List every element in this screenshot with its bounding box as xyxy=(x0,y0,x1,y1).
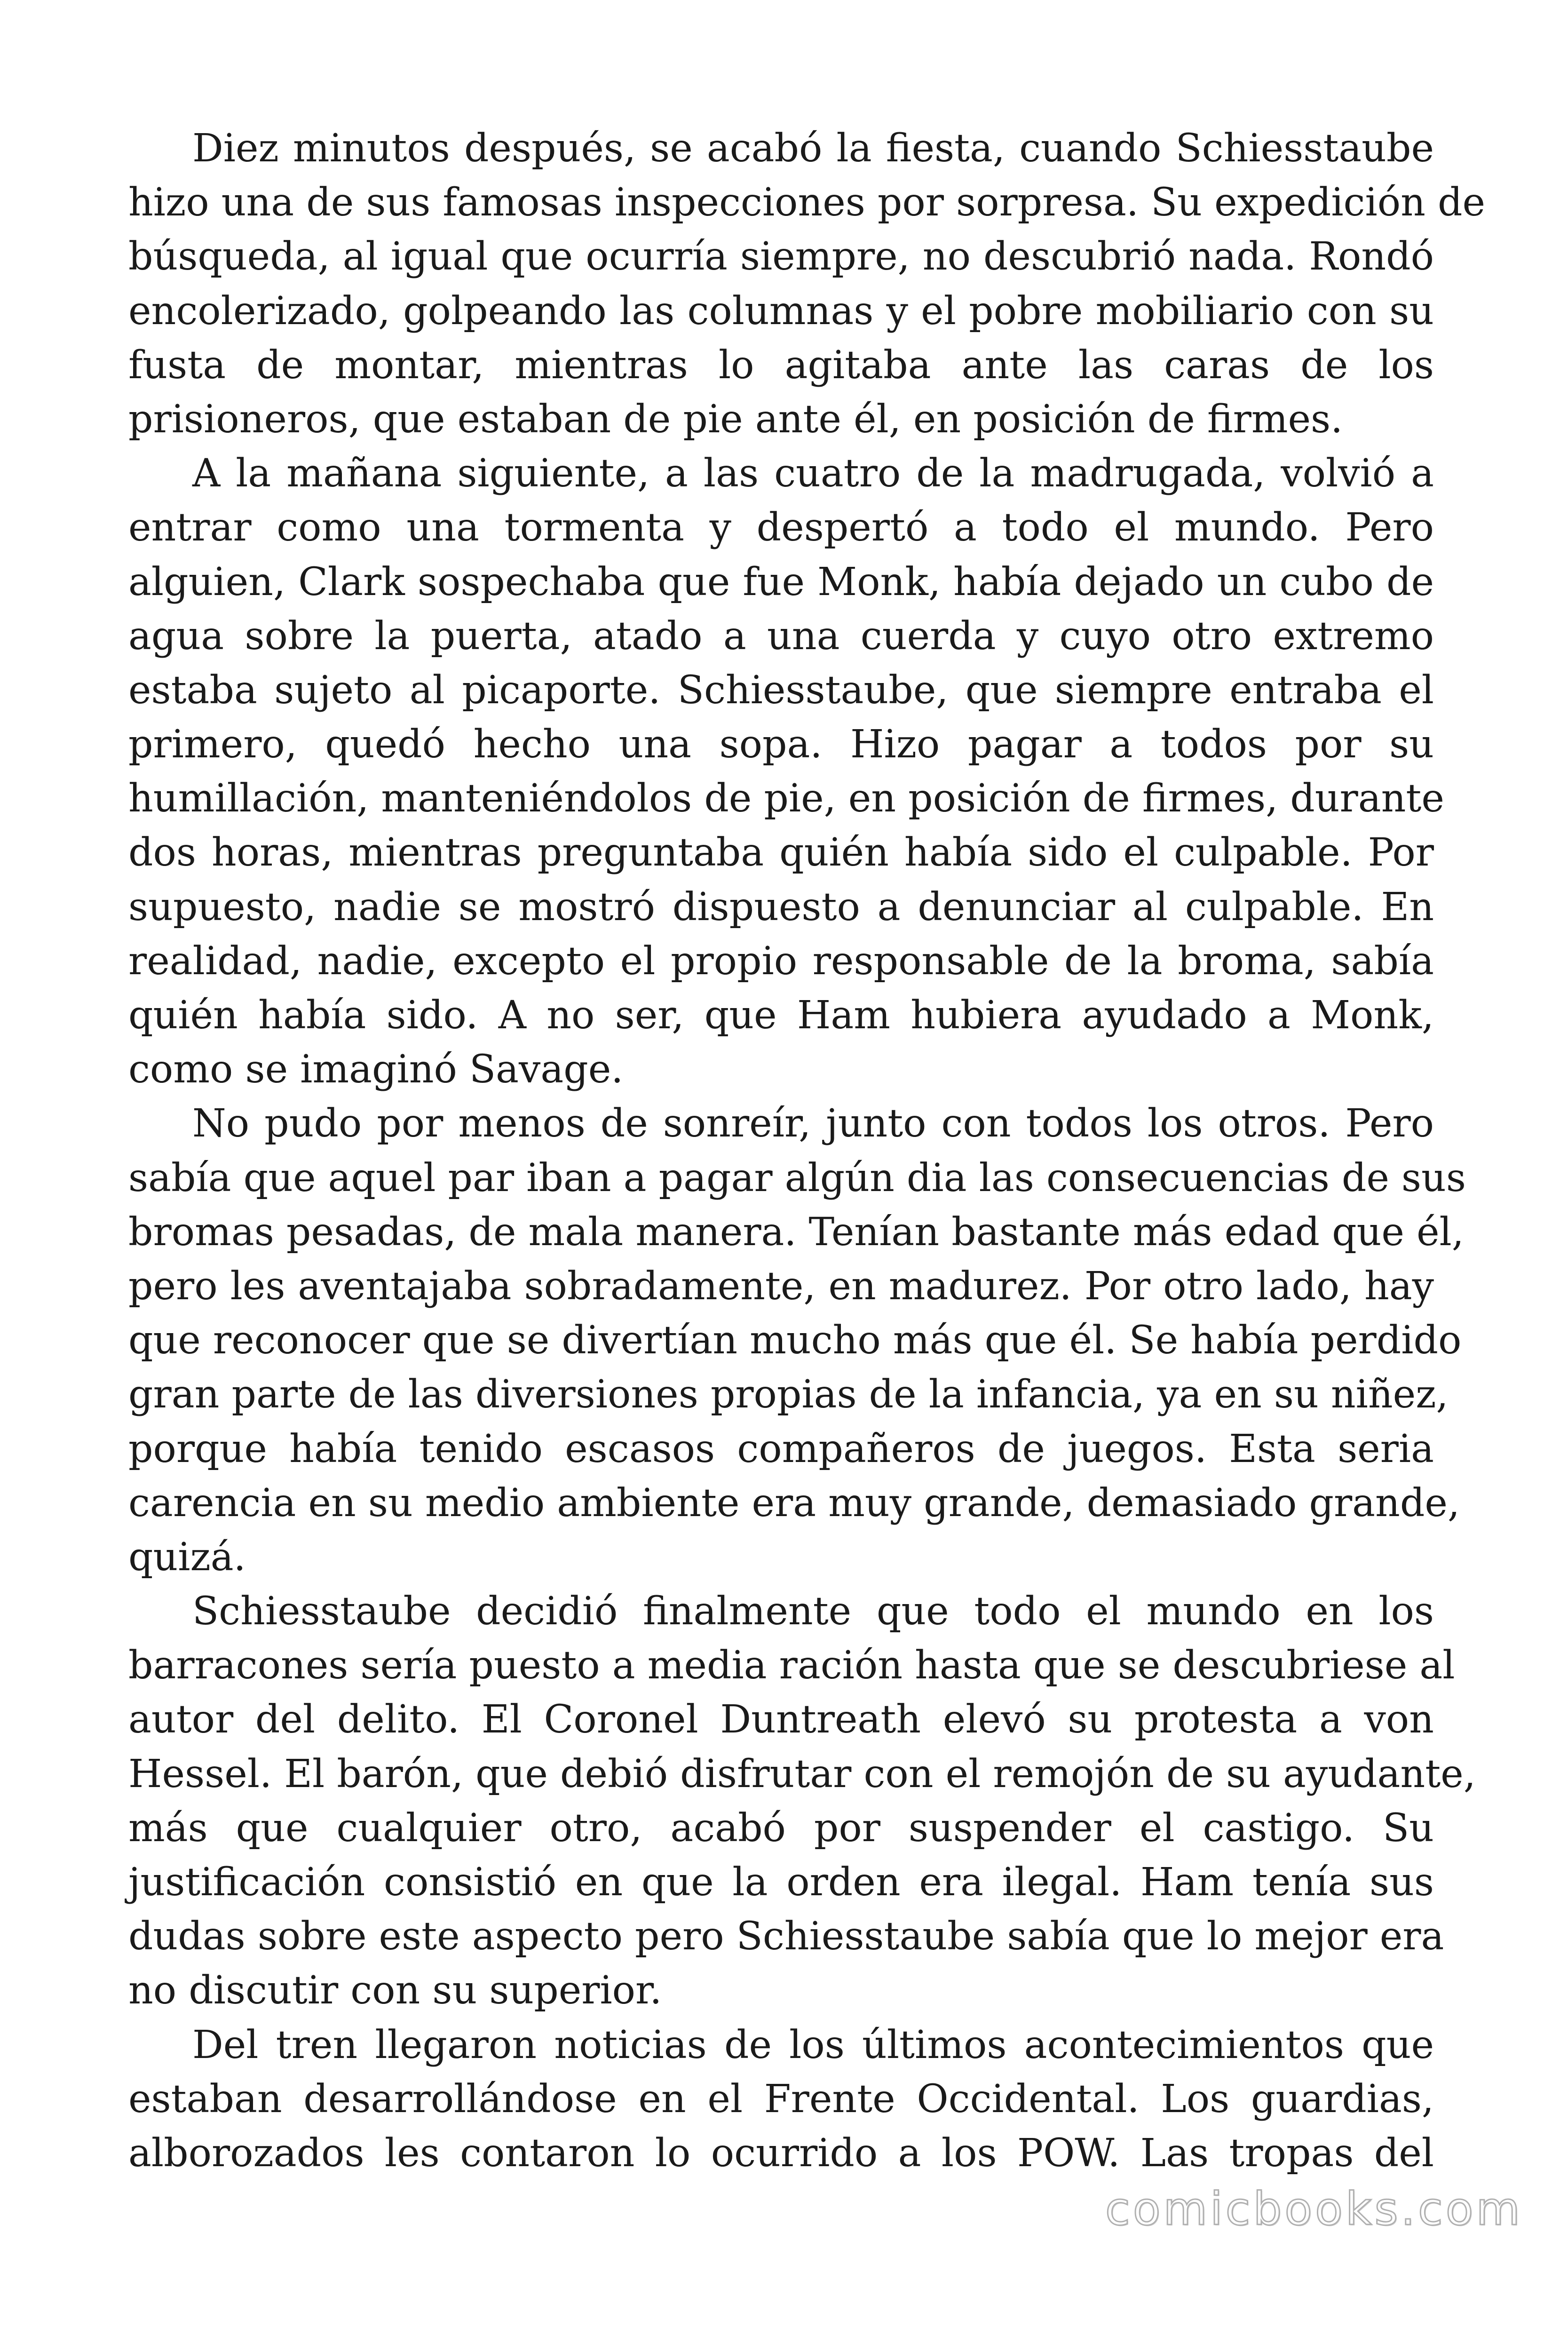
text-line: dos horas, mientras preguntaba quién había sido el culpable. Por xyxy=(128,830,1434,875)
text-line: sabía que aquel par iban a pagar algún dia las consecuencias de sus xyxy=(128,1155,1466,1200)
paragraph xyxy=(128,1584,1476,2018)
text-line: entrar como una tormenta y despertó a todo el mundo. Pero xyxy=(128,505,1434,550)
text-line: realidad, nadie, excepto el propio responsable de la broma, sabía xyxy=(128,938,1434,984)
text-line: justificación consistió en que la orden era ilegal. Ham tenía sus xyxy=(128,1860,1434,1905)
text-line: gran parte de las diversiones propias de la infancia, ya en su niñez, xyxy=(128,1372,1449,1417)
text-line: porque había tenido escasos compañeros de juegos. Esta seria xyxy=(128,1426,1434,1471)
body-text xyxy=(128,121,1485,2180)
text-line: bromas pesadas, de mala manera. Tenían bastante más edad que él, xyxy=(128,1209,1464,1255)
text-line: Del tren llegaron noticias de los últimos acontecimientos que xyxy=(192,2022,1434,2067)
text-line: prisioneros, que estaban de pie ante él, en posición de firmes. xyxy=(128,397,1343,442)
text-line: No pudo por menos de sonreír, junto con todos los otros. Pero xyxy=(192,1101,1434,1146)
text-line: humillación, manteniéndolos de pie, en posición de firmes, durante xyxy=(128,776,1444,821)
text-line: barracones sería puesto a media ración hasta que se descubriese al xyxy=(128,1643,1455,1688)
text-line: encolerizado, golpeando las columnas y el pobre mobiliario con su xyxy=(128,288,1434,334)
text-line: Hessel. El barón, que debió disfrutar con el remojón de su ayudante, xyxy=(128,1751,1476,1796)
text-line: supuesto, nadie se mostró dispuesto a denunciar al culpable. En xyxy=(128,884,1434,930)
text-line: como se imaginó Savage. xyxy=(128,1047,624,1092)
paragraph xyxy=(128,2018,1434,2181)
text-line: agua sobre la puerta, atado a una cuerda y cuyo otro extremo xyxy=(128,613,1434,659)
text-line: quién había sido. A no ser, que Ham hubiera ayudado a Monk, xyxy=(128,993,1434,1038)
text-line: A la mañana siguiente, a las cuatro de la madrugada, volvió a xyxy=(192,451,1434,496)
text-line: alborozados les contaron lo ocurrido a los POW. Las tropas del xyxy=(128,2130,1434,2176)
text-line: no discutir con su superior. xyxy=(128,1968,662,2013)
text-line: autor del delito. El Coronel Duntreath elevó su protesta a von xyxy=(128,1697,1434,1742)
text-line: carencia en su medio ambiente era muy grande, demasiado grande, xyxy=(128,1480,1460,1526)
paragraph xyxy=(128,446,1444,1097)
text-line: alguien, Clark sospechaba que fue Monk, había dejado un cubo de xyxy=(128,559,1434,604)
text-line: fusta de montar, mientras lo agitaba ante las caras de los xyxy=(128,342,1434,388)
text-line: hizo una de sus famosas inspecciones por sorpresa. Su expedición de xyxy=(128,180,1485,225)
text-line: dudas sobre este aspecto pero Schiesstaube sabía que lo mejor era xyxy=(128,1914,1444,1959)
text-line: estaban desarrollándose en el Frente Occidental. Los guardias, xyxy=(128,2076,1434,2122)
text-line: estaba sujeto al picaporte. Schiesstaube, que siempre entraba el xyxy=(128,667,1434,713)
text-line: pero les aventajaba sobradamente, en madurez. Por otro lado, hay xyxy=(128,1263,1434,1309)
paragraph xyxy=(128,121,1485,446)
text-line: primero, quedó hecho una sopa. Hizo pagar a todos por su xyxy=(128,722,1434,767)
paragraph xyxy=(128,1097,1466,1584)
text-line: Diez minutos después, se acabó la fiesta, cuando Schiesstaube xyxy=(192,126,1434,171)
text-line: más que cualquier otro, acabó por suspender el castigo. Su xyxy=(128,1805,1434,1851)
text-line: búsqueda, al igual que ocurría siempre, no descubrió nada. Rondó xyxy=(128,234,1434,279)
watermark: comicbooks.com xyxy=(1105,2183,1523,2235)
text-line: quizá. xyxy=(128,1534,246,1580)
text-line: Schiesstaube decidió finalmente que todo el mundo en los xyxy=(192,1589,1434,1634)
text-line: que reconocer que se divertían mucho más que él. Se había perdido xyxy=(128,1318,1462,1363)
